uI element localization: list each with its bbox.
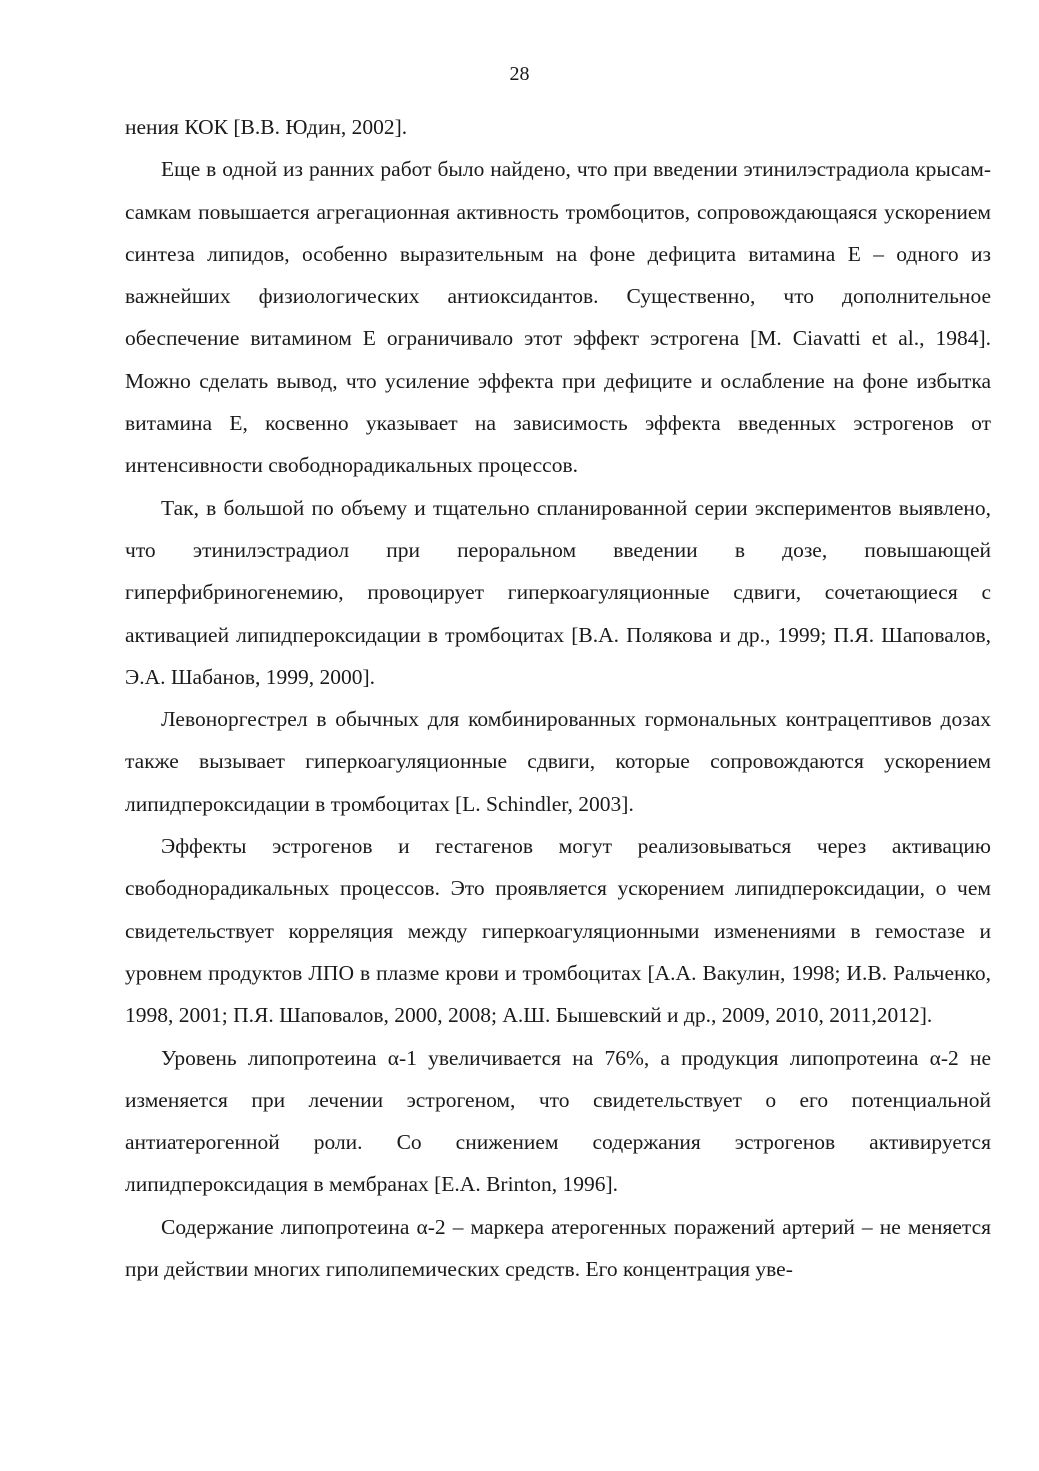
paragraph-ethinylestradiol-platelets: Еще в одной из ранних работ было найдено, что при введении этинилэстрадиола крысам-самкам повышается агрегационная активность тромбоцитов, сопровождающаяся ускорением синтеза липидов, особенно выразительным на фоне дефицита витамина Е – одного из важнейших физиологических антиоксидантов. Существенно, что дополнительное обеспечение витамином Е ограничивало этот эффект эстрогена [M. Ciavatti et al., 1984]. Можно сделать вывод, что усиление эффекта при дефиците и ослабление на фоне избытка витамина Е, косвенно указывает на зависимость эффекта введенных эстрогенов от интенсивности свободнорадикальных процессов.	[125, 157, 991, 478]
paragraph-estrogen-gestagen-effects: Эффекты эстрогенов и гестагенов могут реализовываться через активацию свободнорадикальных процессов. Это проявляется ускорением липидпероксидации, о чем свидетельствует корреляция между гиперкоагуляционными изменениями в гемостазе и уровнем продуктов ЛПО в плазме крови и тромбоцитах [А.А. Вакулин, 1998; И.В. Ральченко, 1998, 2001; П.Я. Шаповалов, 2000, 2008; А.Ш. Бышевский и др., 2009, 2010, 2011,2012].	[125, 834, 991, 1028]
paragraph-experiment-series: Так, в большой по объему и тщательно спланированной серии экспериментов выявлено, что этинилэстрадиол при пероральном введении в дозе, повышающей гиперфибриногенемию, провоцирует гиперкоагуляционные сдвиги, сочетающиеся с активацией липидпероксидации в тромбоцитах [В.А. Полякова и др., 1999; П.Я. Шаповалов, Э.А. Шабанов, 1999, 2000].	[125, 495, 991, 689]
paragraph-lipoprotein-alpha2: Содержание липопротеина α-2 – маркера атерогенных поражений артерий – не меняется при действии многих гиполипемических средств. Его концентрация уве-	[125, 1214, 991, 1282]
body-text	[125, 106, 991, 1290]
paragraph-levonorgestrel: Левоноргестрел в обычных для комбинированных гормональных контрацептивов дозах также вызывает гиперкоагуляционные сдвиги, которые сопровождаются ускорением липидпероксидации в тромбоцитах [L. Schindler, 2003].	[125, 707, 991, 816]
paragraph-lipoprotein-alpha1: Уровень липопротеина α-1 увеличивается на 76%, а продукция липопротеина α-2 не изменяется при лечении эстрогеном, что свидетельствует о его потенциальной антиатерогенной роли. Со снижением содержания эстрогенов активируется липидпероксидация в мембранах [E.A. Brinton, 1996].	[125, 1045, 991, 1197]
page-number: 28	[509, 63, 530, 85]
paragraph-continuation: нения КОК [В.В. Юдин, 2002].	[125, 115, 408, 139]
